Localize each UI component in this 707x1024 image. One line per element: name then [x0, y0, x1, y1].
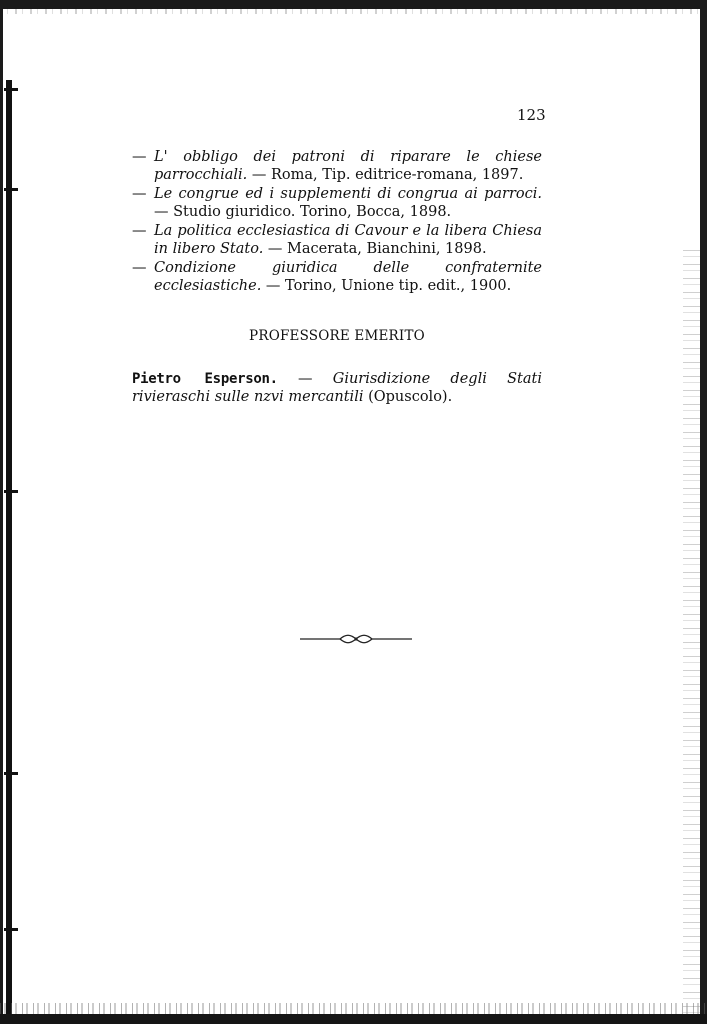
entry-dash: — — [132, 186, 147, 202]
entry-publication: — Roma, Tip. editrice-romana, 1897. — [247, 167, 524, 183]
spine-tick — [4, 772, 18, 775]
bibliography-list — [132, 148, 542, 296]
scan-bottom-edge — [0, 1014, 707, 1024]
spine-tick — [4, 88, 18, 91]
entry-publication: — Macerata, Bianchini, 1898. — [263, 241, 487, 257]
spine-tick — [4, 490, 18, 493]
entry-title: Le congrue ed i supplementi di congrua ai parroci. — [154, 186, 542, 202]
scan-right-noise — [683, 250, 700, 1020]
entry-title: La politica ecclesiastica di Cavour e la libera Chiesa in libero Stato. — [154, 223, 542, 257]
entry-title: L' obbligo dei patroni di riparare le chiese parrocchiali. — [154, 149, 542, 183]
author-name: Pietro Esperson. — [132, 371, 278, 387]
bibliography-entry — [132, 148, 542, 184]
entry-publication: — Studio giuridico. Torino, Bocca, 1898. — [154, 204, 452, 220]
entry-title: Condizione giuridica delle confraternite ecclesiastiche. — [154, 260, 542, 294]
decorative-rule-ornament-icon — [300, 632, 412, 646]
page-number: 123 — [517, 106, 546, 124]
entry-dash: — — [132, 149, 147, 165]
bibliography-entry — [132, 259, 542, 295]
scan-top-edge — [0, 0, 707, 9]
entry-publication: (Opuscolo). — [363, 389, 453, 405]
scan-right-edge — [700, 0, 707, 1024]
section-heading: PROFESSORE EMERITO — [249, 328, 425, 344]
spine-tick — [4, 928, 18, 931]
scan-left-edge — [0, 0, 3, 1024]
scan-top-noise — [0, 9, 707, 14]
entry-dash: — — [132, 223, 147, 239]
bibliography-entry — [132, 185, 542, 221]
entry-title: Giurisdizione degli Stati rivieraschi sulle nzvi mercantili — [132, 371, 542, 405]
bibliography-entry — [132, 222, 542, 258]
binding-spine — [6, 80, 12, 1024]
entry-publication: — Torino, Unione tip. edit., 1900. — [261, 278, 512, 294]
scan-bottom-noise — [0, 1003, 707, 1014]
spine-tick — [4, 188, 18, 191]
entry-dash: — — [132, 260, 147, 276]
entry-separator: — — [277, 371, 333, 387]
emeritus-entry — [132, 370, 542, 406]
